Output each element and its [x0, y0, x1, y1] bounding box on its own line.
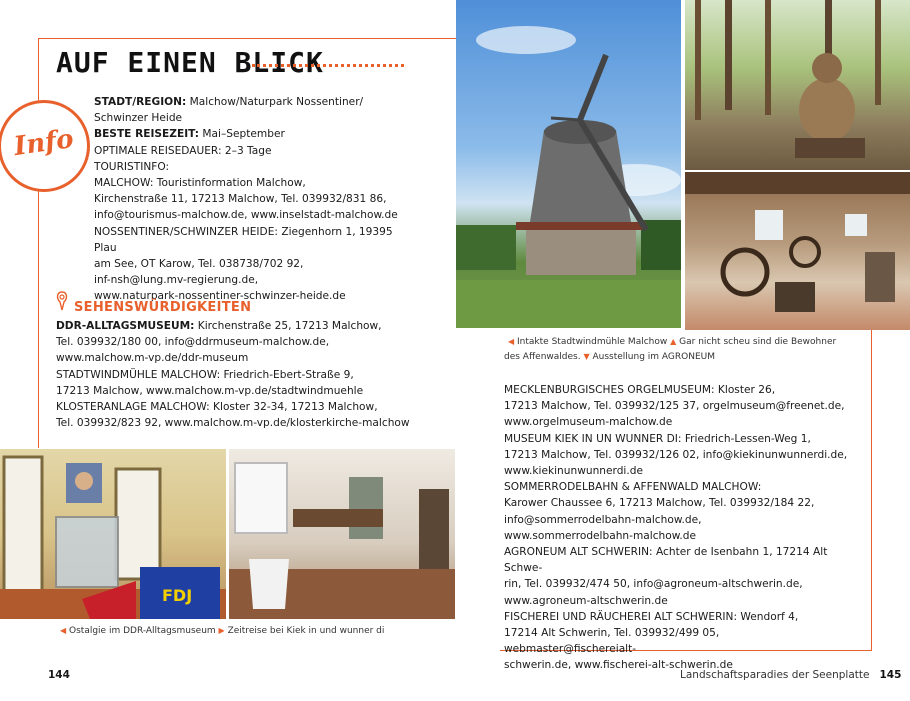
title-dotted-rule: [252, 64, 404, 67]
sight-line: www.malchow.m-vp.de/ddr-museum: [56, 352, 249, 365]
triangle-left-icon: ◀: [60, 626, 67, 635]
triangle-right-icon: ▶: [218, 626, 225, 635]
sight-line: KLOSTERANLAGE MALCHOW: Kloster 32-34, 17213 Malchow,: [56, 401, 378, 414]
frame-line-top: [38, 38, 456, 39]
sight-line: rin, Tel. 039932/474 50, info@agroneum-altschwerin.de,: [504, 578, 803, 591]
sights-heading: SEHENSWÜRDIGKEITEN: [74, 300, 252, 315]
info-badge-label: Info: [12, 123, 76, 163]
page-title: AUF EINEN BLICK: [56, 46, 324, 79]
workshop-photo: [685, 172, 910, 330]
kiek-in-photo: [229, 449, 455, 619]
sight-line: 17213 Malchow, Tel. 039932/126 02, info@kiekinunwunnerdi.de,: [504, 448, 848, 461]
overview-line: BESTE REISEZEIT: Mai–September: [94, 128, 285, 141]
sight-line: MUSEUM KIEK IN UN WUNNER DI: Friedrich-Lessen-Weg 1,: [504, 432, 811, 445]
workshop-drawing: [685, 172, 910, 330]
windmill-photo: [456, 0, 681, 328]
sight-line: www.orgelmuseum-malchow.de: [504, 416, 673, 429]
ddr-museum-drawing: [0, 449, 226, 619]
sight-line: www.agroneum-altschwerin.de: [504, 594, 668, 607]
forest-drawing: [685, 0, 910, 170]
caption-top-line1: ◀ Intakte Stadtwindmühle Malchow ▲ Gar nicht scheu sind die Bewohner: [508, 337, 837, 347]
sight-line: Tel. 039932/180 00, info@ddrmuseum-malchow.de,: [56, 336, 330, 349]
ddr-museum-photo: [0, 449, 226, 619]
sight-line: 17213 Malchow, Tel. 039932/125 37, orgelmuseum@freenet.de,: [504, 400, 845, 413]
sights-left-block: [56, 318, 426, 431]
location-pin-icon: [54, 290, 70, 312]
overview-line: STADT/REGION: Malchow/Naturpark Nossentiner/: [94, 96, 364, 108]
sight-line: AGRONEUM ALT SCHWERIN: Achter de Isenbahn 1, 17214 Alt Schwe-: [504, 546, 828, 575]
caption-bottom: ◀ Ostalgie im DDR-Alltagsmuseum ▶ Zeitreise bei Kiek in und wunner di: [60, 626, 385, 636]
kiek-in-drawing: [229, 449, 455, 619]
overview-line: Schwinzer Heide: [94, 112, 183, 125]
overview-line: Kirchenstraße 11, 17213 Malchow, Tel. 039932/831 86,: [94, 193, 387, 206]
triangle-down-icon: ▼: [583, 352, 590, 361]
frame-line-right: [871, 330, 872, 650]
overview-line: NOSSENTINER/SCHWINZER HEIDE: Ziegenhorn 1, 19395 Plau: [94, 225, 393, 254]
overview-line: OPTIMALE REISEDAUER: 2–3 Tage: [94, 144, 272, 157]
overview-line: TOURISTINFO:: [94, 160, 170, 173]
fdj-flag-label: FDJ: [162, 586, 193, 605]
windmill-drawing: [456, 0, 681, 328]
sight-line: Karower Chaussee 6, 17213 Malchow, Tel. 039932/184 22,: [504, 497, 815, 510]
triangle-left-icon: ◀: [508, 337, 515, 346]
sight-line: schwerin.de, www.fischerei-alt-schwerin.de: [504, 659, 733, 672]
page-number-right: 145: [879, 669, 902, 681]
caption-top-line2: des Affenwaldes. ▼ Ausstellung im AGRONEUM: [504, 352, 715, 362]
sight-line: 17213 Malchow, www.malchow.m-vp.de/stadtwindmuehle: [56, 384, 364, 397]
overview-line: inf-nsh@lung.mv-regierung.de,: [94, 274, 259, 287]
footer-right: [680, 669, 901, 681]
sight-line: info@sommerrodelbahn-malchow.de,: [504, 513, 702, 526]
overview-line: www.naturpark-nossentiner-schwinzer-heide.de: [94, 290, 346, 303]
sight-line: SOMMERRODELBAHN & AFFENWALD MALCHOW:: [504, 481, 762, 494]
sight-line: STADTWINDMÜHLE MALCHOW: Friedrich-Ebert-Straße 9,: [56, 368, 354, 381]
sight-line: DDR-ALLTAGSMUSEUM: Kirchenstraße 25, 17213 Malchow,: [56, 320, 382, 332]
sight-line: MECKLENBURGISCHES ORGELMUSEUM: Kloster 26,: [504, 384, 776, 396]
sight-line: 17214 Alt Schwerin, Tel. 039932/499 05, webmaster@fischereialt-: [504, 627, 720, 656]
sight-line: www.sommerrodelbahn-malchow.de: [504, 529, 697, 542]
overview-block: [94, 94, 414, 305]
overview-line: am See, OT Karow, Tel. 038738/702 92,: [94, 258, 304, 271]
page-number-left: 144: [48, 669, 70, 681]
sights-right-block: [504, 382, 849, 674]
overview-line: MALCHOW: Touristinformation Malchow,: [94, 177, 306, 190]
section-title: Landschaftsparadies der Seenplatte: [680, 669, 870, 681]
sight-line: FISCHEREI UND RÄUCHEREI ALT SCHWERIN: Wendorf 4,: [504, 610, 799, 623]
triangle-up-icon: ▲: [670, 337, 677, 346]
sight-line: www.kiekinunwunnerdi.de: [504, 465, 643, 478]
sight-line: Tel. 039932/823 92, www.malchow.m-vp.de/klosterkirche-malchow: [56, 417, 410, 430]
monkey-photo: [685, 0, 910, 170]
overview-line: info@tourismus-malchow.de, www.inselstadt-malchow.de: [94, 209, 398, 222]
